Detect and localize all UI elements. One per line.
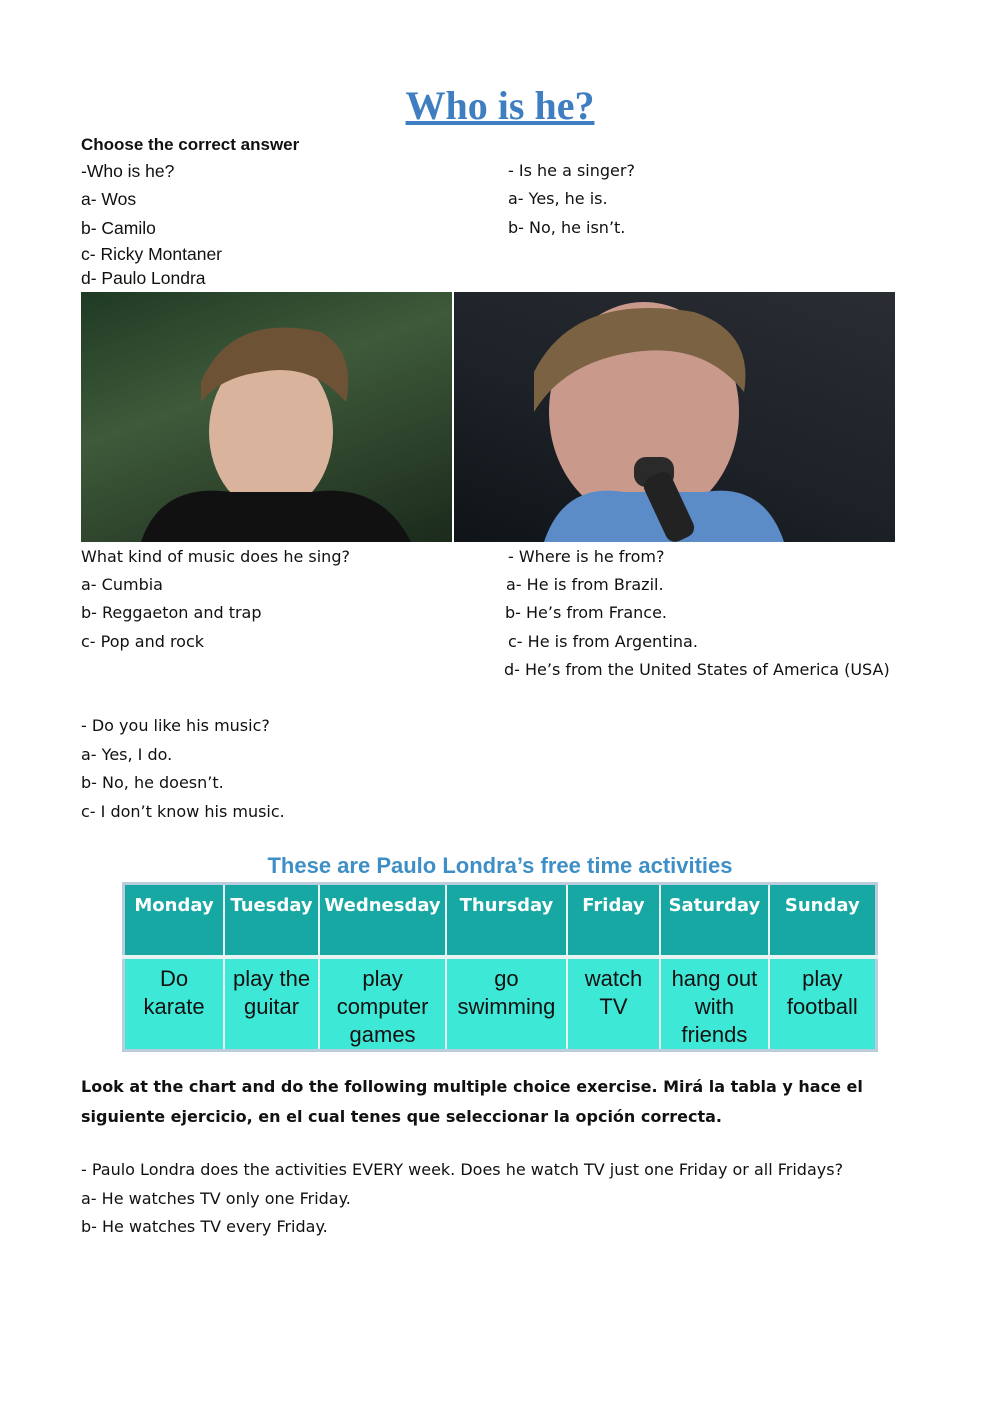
question-from: - Where is he from? [508, 547, 665, 566]
option[interactable]: b- He’s from France. [505, 603, 668, 622]
singer-photo-right [454, 292, 895, 542]
option[interactable]: d- Paulo Londra [81, 268, 206, 288]
option[interactable]: b- No, he doesn’t. [81, 773, 224, 792]
activity-cell: hang out with friends [660, 957, 768, 1051]
option[interactable]: c- Pop and rock [81, 632, 205, 651]
table-title: These are Paulo Londra’s free time activities [267, 853, 733, 878]
option[interactable]: c- He is from Argentina. [508, 632, 698, 651]
table-header-row [124, 884, 877, 958]
option[interactable]: b- Reggaeton and trap [81, 603, 262, 622]
question-friday: - Paulo Londra does the activities EVERY week. Does he watch TV just one Friday or all Fridays? [81, 1160, 844, 1179]
question-music: What kind of music does he sing? [81, 547, 350, 566]
activity-cell: play football [769, 957, 877, 1051]
day-header: Monday [124, 884, 225, 958]
instructions-heading: Choose the correct answer [81, 135, 300, 154]
activity-cell: watch TV [567, 957, 660, 1051]
day-header: Sunday [769, 884, 877, 958]
table-row [124, 957, 877, 1051]
option[interactable]: a- Cumbia [81, 575, 163, 594]
activity-cell: play computer games [319, 957, 446, 1051]
exercise-instructions: Look at the chart and do the following multiple choice exercise. Mirá la tabla y hace el siguiente ejercicio, en el cual tenes que seleccionar la opción correcta. [81, 1077, 863, 1126]
singer-photo-left [81, 292, 452, 542]
activity-cell: go swimming [446, 957, 567, 1051]
question-like: - Do you like his music? [81, 716, 270, 735]
photo-strip [81, 292, 895, 542]
day-header: Saturday [660, 884, 768, 958]
activity-cell: play the guitar [224, 957, 319, 1051]
option[interactable]: a- He watches TV only one Friday. [81, 1189, 351, 1208]
option[interactable]: b- Camilo [81, 218, 156, 238]
question-singer: - Is he a singer? [508, 161, 635, 180]
day-header: Wednesday [319, 884, 446, 958]
question-who: -Who is he? [81, 161, 175, 181]
option[interactable]: c- I don’t know his music. [81, 802, 285, 821]
option[interactable]: a- Yes, he is. [508, 189, 608, 208]
day-header: Tuesday [224, 884, 319, 958]
activities-table [122, 882, 878, 1052]
option[interactable]: a- Wos [81, 189, 137, 209]
option[interactable]: b- He watches TV every Friday. [81, 1217, 328, 1236]
activity-cell: Do karate [124, 957, 225, 1051]
option[interactable]: c- Ricky Montaner [81, 244, 223, 264]
page-title: Who is he? [405, 83, 595, 128]
option[interactable]: a- He is from Brazil. [506, 575, 664, 594]
day-header: Friday [567, 884, 660, 958]
option[interactable]: d- He’s from the United States of America (USA) [504, 660, 890, 679]
option[interactable]: b- No, he isn’t. [508, 218, 626, 237]
day-header: Thursday [446, 884, 567, 958]
option[interactable]: a- Yes, I do. [81, 745, 173, 764]
